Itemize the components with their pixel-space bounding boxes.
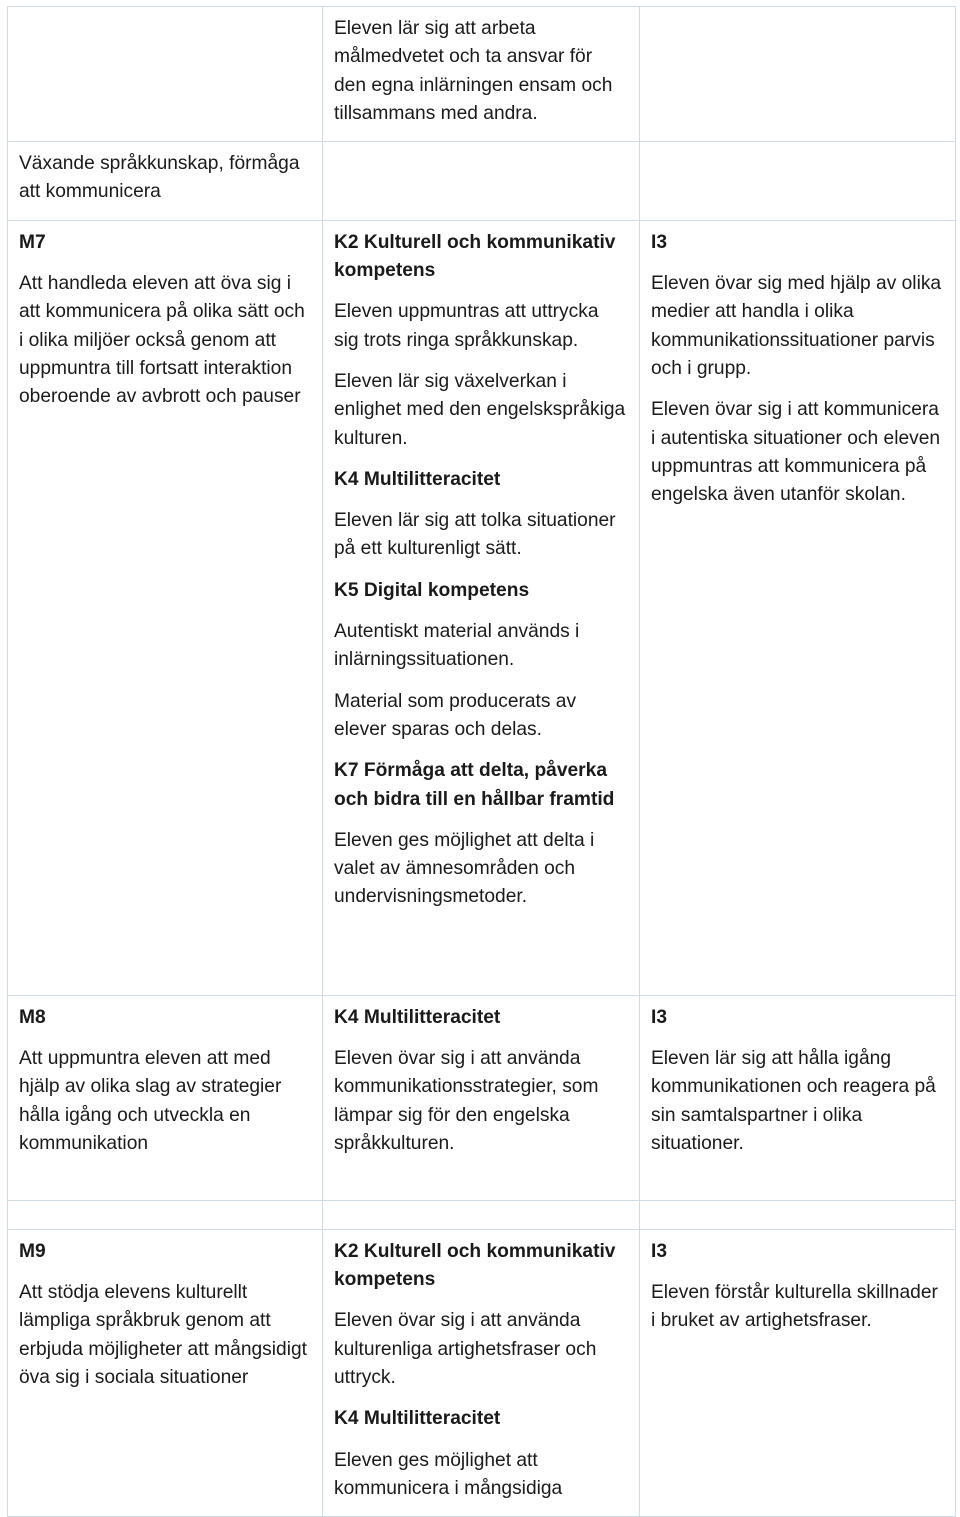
table-gap-row: [8, 1200, 956, 1229]
cell-paragraph: Eleven uppmuntras att uttrycka sig trots ringa språkkunskap.: [334, 301, 599, 351]
cell-paragraph: Växande språkkunskap, förmåga att kommunicera: [19, 153, 300, 203]
cell-paragraph: Eleven övar sig med hjälp av olika medier att handla i olika kommunikationssituationer parvis och i grupp.: [651, 273, 942, 379]
cell-paragraph: Eleven övar sig i att använda kulturenliga artighetsfraser och uttryck.: [334, 1310, 597, 1388]
table-row: [8, 142, 956, 221]
cell-paragraph: Material som producerats av elever sparas och delas.: [334, 690, 577, 740]
cell-content: [640, 142, 956, 221]
cell-goal: [8, 995, 323, 1200]
cell-paragraph: Eleven lär sig att hålla igång kommunikationen och reagera på sin samtalspartner i olika situationer.: [651, 1048, 936, 1154]
cell-heading: K4 Multilitteracitet: [334, 1006, 501, 1028]
cell-content: [640, 7, 956, 142]
cell-competence: [323, 142, 640, 221]
cell-competence: [323, 220, 640, 995]
cell-paragraph: Autentiskt material används i inlärningssituationen.: [334, 621, 580, 671]
cell-paragraph: Eleven ges möjlighet att kommunicera i mångsidiga: [334, 1449, 563, 1499]
cell-content: [640, 220, 956, 995]
cell-paragraph: Att uppmuntra eleven att med hjälp av olika slag av strategier hålla igång och utveckla en kommunikation: [19, 1048, 282, 1154]
cell-paragraph: Eleven övar sig i att använda kommunikationsstrategier, som lämpar sig för den engelska språkkulturen.: [334, 1048, 599, 1154]
cell-competence: [323, 995, 640, 1200]
cell-competence: [323, 1229, 640, 1516]
cell-paragraph: Eleven övar sig i att kommunicera i autentiska situationer och eleven uppmuntras att kommunicera på engelska även utanför skolan.: [651, 399, 941, 506]
curriculum-table: [7, 6, 956, 1517]
cell-paragraph: Eleven lär sig att tolka situationer på ett kulturenligt sätt.: [334, 510, 616, 560]
cell-paragraph: Eleven lär sig växelverkan i enlighet med den engelskspråkiga kulturen.: [334, 370, 626, 449]
cell-heading: M7: [19, 231, 46, 253]
cell-heading: K2 Kulturell och kommunikativ kompetens: [334, 1240, 616, 1291]
gap-cell: [640, 1200, 956, 1229]
cell-heading: M8: [19, 1006, 46, 1028]
cell-heading: M9: [19, 1240, 46, 1262]
cell-heading: I3: [651, 1240, 668, 1262]
cell-goal: [8, 7, 323, 142]
cell-heading: I3: [651, 1006, 668, 1028]
gap-cell: [8, 1200, 323, 1229]
cell-competence: [323, 7, 640, 142]
cell-paragraph: Eleven ges möjlighet att delta i valet av ämnesområden och undervisningsmetoder.: [334, 829, 595, 908]
cell-paragraph: Eleven lär sig att arbeta målmedvetet och ta ansvar för den egna inlärningen ensam och tillsammans med andra.: [334, 18, 613, 124]
table-row: [8, 995, 956, 1200]
cell-heading: K2 Kulturell och kommunikativ kompetens: [334, 231, 616, 282]
cell-goal: [8, 220, 323, 995]
cell-heading: K4 Multilitteracitet: [334, 468, 501, 490]
gap-cell: [323, 1200, 640, 1229]
cell-content: [640, 1229, 956, 1516]
cell-paragraph: Att handleda eleven att öva sig i att kommunicera på olika sätt och i olika miljöer också genom att uppmuntra till fortsatt interaktion oberoende av avbrott och pauser: [19, 273, 305, 408]
cell-heading: K5 Digital kompetens: [334, 579, 530, 601]
cell-content: [640, 995, 956, 1200]
cell-goal: [8, 1229, 323, 1516]
cell-section-heading: [8, 142, 323, 221]
cell-heading: I3: [651, 231, 668, 253]
cell-heading: K7 Förmåga att delta, påverka och bidra till en hållbar framtid: [334, 760, 615, 810]
table-row: [8, 1229, 956, 1516]
cell-paragraph: Att stödja elevens kulturellt lämpliga språkbruk genom att erbjuda möjligheter att mångsidigt öva sig i sociala situationer: [19, 1282, 307, 1388]
table-row: [8, 220, 956, 995]
cell-paragraph: Eleven förstår kulturella skillnader i bruket av artighetsfraser.: [651, 1282, 938, 1332]
table-row: [8, 7, 956, 142]
cell-heading: K4 Multilitteracitet: [334, 1408, 501, 1430]
